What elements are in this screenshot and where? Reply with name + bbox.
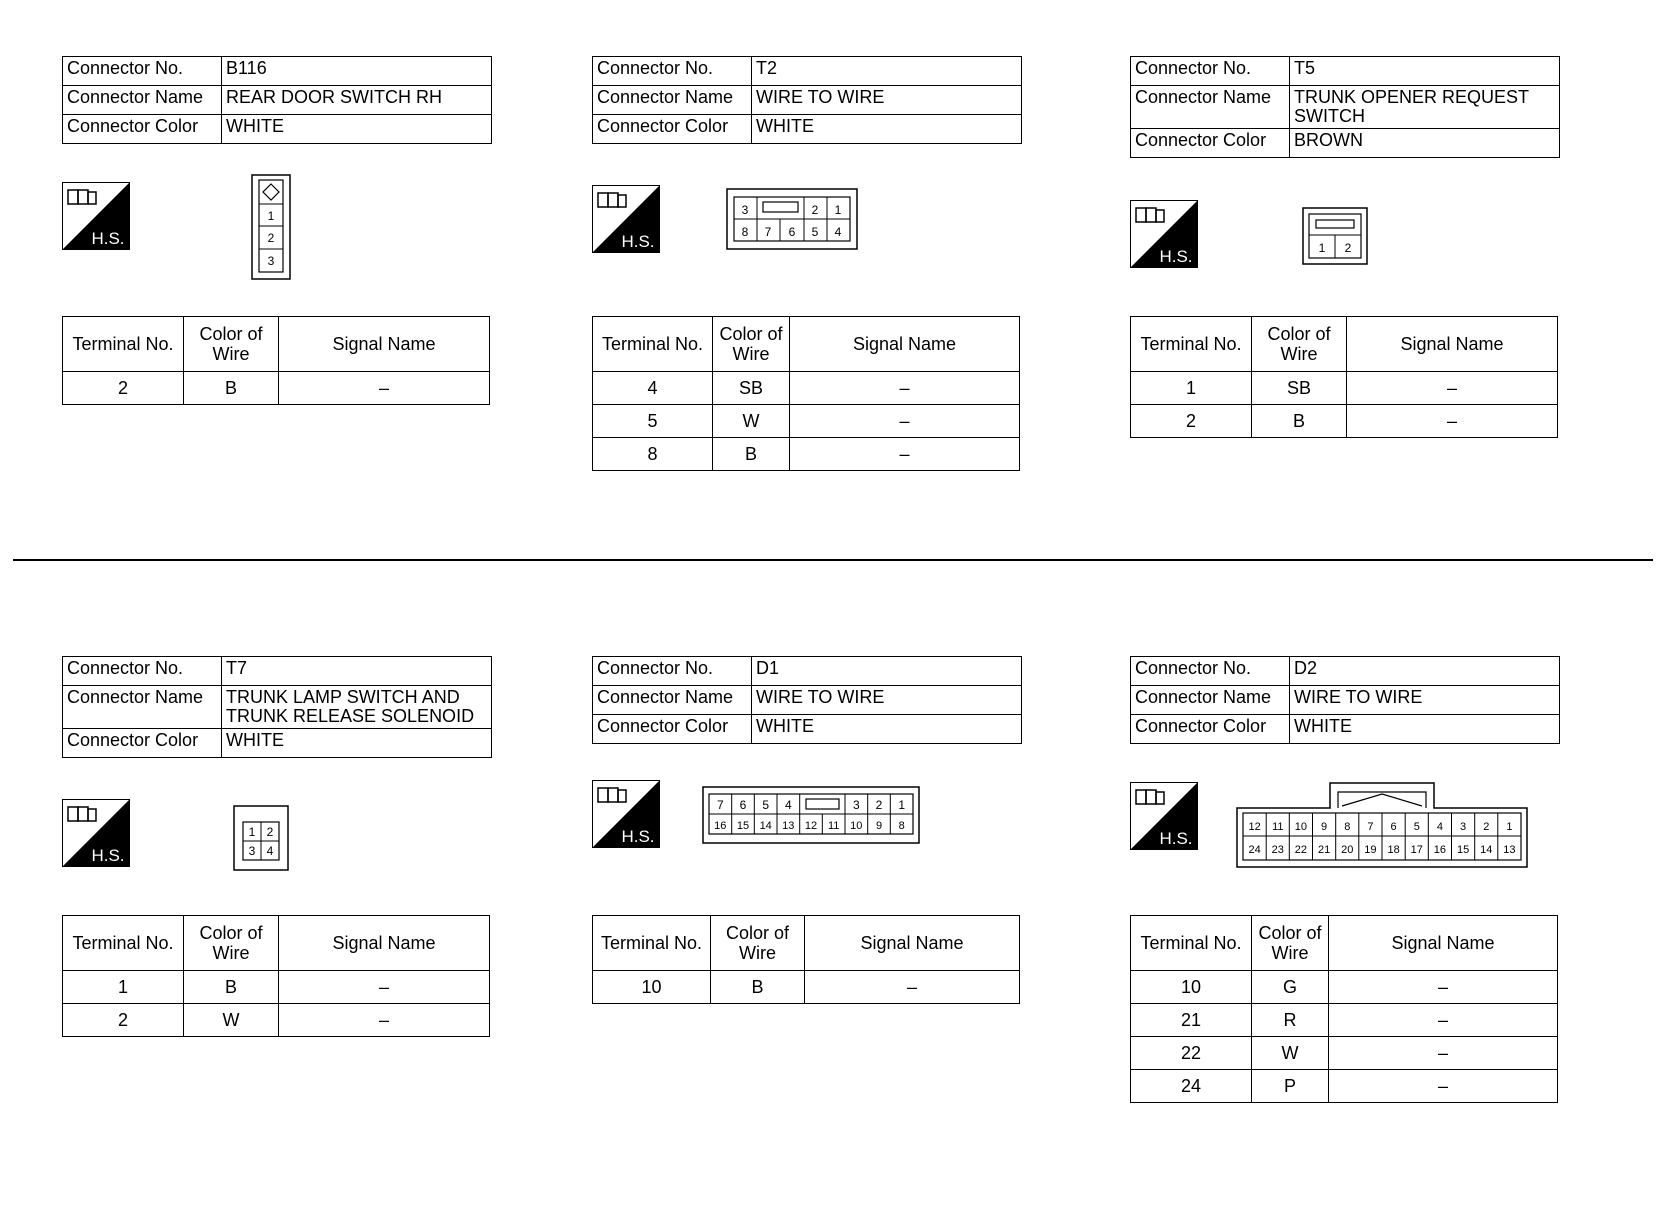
pin-label: 3 — [741, 203, 749, 217]
harness-side-icon — [62, 799, 130, 867]
connector-name-value: WIRE TO WIRE — [1290, 686, 1560, 715]
connector-no-label: Connector No. — [593, 657, 752, 686]
table-row — [63, 372, 490, 405]
terminal-no: 21 — [1131, 1004, 1252, 1037]
table-row — [593, 971, 1020, 1004]
section-divider — [13, 559, 1653, 561]
signal-name: – — [279, 1004, 490, 1037]
pin-label: 23 — [1271, 844, 1284, 856]
pin-label: 9 — [1321, 821, 1328, 833]
pin-label: 8 — [1344, 821, 1351, 833]
connector-info-table — [592, 56, 1022, 144]
terminal-table-t7 — [62, 915, 490, 1037]
terminal-no: 24 — [1131, 1070, 1252, 1103]
signal-name-header: Signal Name — [1329, 916, 1558, 971]
connector-no-value: D1 — [752, 657, 1022, 686]
connector-t7-face — [233, 805, 289, 871]
table-row — [1131, 971, 1558, 1004]
pin-label: 3 — [1460, 821, 1467, 833]
connector-no-label: Connector No. — [1131, 57, 1290, 86]
connector-t2-info — [592, 56, 1022, 144]
hs-label: H.S. — [621, 232, 655, 251]
signal-name: – — [790, 438, 1020, 471]
connector-color-label: Connector Color — [593, 715, 752, 744]
connector-d2-info — [1130, 656, 1560, 744]
connector-t5-face — [1302, 207, 1368, 265]
terminal-no: 8 — [593, 438, 713, 471]
terminal-no-header: Terminal No. — [1131, 916, 1252, 971]
wire-color: B — [713, 438, 790, 471]
pin-label: 4 — [1436, 821, 1443, 833]
pin-label: 6 — [788, 225, 796, 239]
wire-color: G — [1252, 971, 1329, 1004]
signal-name: – — [1329, 1070, 1558, 1103]
signal-name: – — [1347, 372, 1558, 405]
signal-name-header: Signal Name — [790, 317, 1020, 372]
hs-label: H.S. — [1159, 247, 1193, 266]
pin-label: 11 — [1272, 821, 1284, 833]
terminal-no-header: Terminal No. — [593, 916, 711, 971]
wire-color: SB — [1252, 372, 1347, 405]
table-row — [63, 1004, 490, 1037]
table-row — [1131, 1004, 1558, 1037]
table-row — [593, 372, 1020, 405]
terminal-no-header: Terminal No. — [1131, 317, 1252, 372]
connector-no-label: Connector No. — [63, 57, 222, 86]
wire-color: B — [1252, 405, 1347, 438]
pin-label: 13 — [1503, 844, 1516, 856]
connector-name-value: WIRE TO WIRE — [752, 686, 1022, 715]
pin-label: 4 — [834, 225, 842, 239]
terminal-no: 22 — [1131, 1037, 1252, 1070]
connector-color-value: WHITE — [222, 115, 492, 144]
connector-name-value: WIRE TO WIRE — [752, 86, 1022, 115]
table-row — [1131, 1070, 1558, 1103]
connector-no-label: Connector No. — [593, 57, 752, 86]
table-row — [1131, 1037, 1558, 1070]
wire-color: B — [711, 971, 805, 1004]
signal-name: – — [279, 372, 490, 405]
harness-side-icon — [1130, 782, 1198, 850]
connector-color-value: WHITE — [222, 729, 492, 758]
connector-color-value: BROWN — [1290, 129, 1560, 158]
pin-label: 1 — [898, 798, 906, 812]
connector-name-value: TRUNK OPENER REQUEST SWITCH — [1290, 86, 1560, 129]
pin-label: 2 — [811, 203, 819, 217]
connector-name-label: Connector Name — [1131, 686, 1290, 715]
pin-label: 4 — [266, 844, 274, 858]
terminal-no: 5 — [593, 405, 713, 438]
table-row — [63, 971, 490, 1004]
pin-label: 6 — [739, 798, 747, 812]
connector-color-label: Connector Color — [63, 729, 222, 758]
pin-label: 4 — [784, 798, 792, 812]
connector-d2-face — [1236, 782, 1528, 868]
pin-label: 2 — [875, 798, 883, 812]
pin-label: 10 — [850, 820, 863, 832]
pin-label: 19 — [1364, 844, 1377, 856]
connector-color-value: WHITE — [752, 115, 1022, 144]
terminal-no: 2 — [1131, 405, 1252, 438]
color-of-wire-header: Color of Wire — [711, 916, 805, 971]
table-row — [1131, 372, 1558, 405]
wire-color: SB — [713, 372, 790, 405]
connector-color-label: Connector Color — [593, 115, 752, 144]
connector-t7-info — [62, 656, 492, 758]
connector-b116-face — [251, 174, 291, 280]
signal-name-header: Signal Name — [1347, 317, 1558, 372]
pin-label: 1 — [267, 209, 275, 223]
table-row — [593, 405, 1020, 438]
connector-color-label: Connector Color — [1131, 715, 1290, 744]
connector-no-value: D2 — [1290, 657, 1560, 686]
pin-label: 2 — [1344, 241, 1352, 255]
connector-d1-info — [592, 656, 1022, 744]
connector-name-label: Connector Name — [63, 686, 222, 729]
connector-no-label: Connector No. — [1131, 657, 1290, 686]
connector-info-table — [62, 56, 492, 144]
hs-label: H.S. — [91, 229, 125, 248]
harness-side-icon — [62, 182, 130, 250]
harness-side-icon — [1130, 200, 1198, 268]
pin-label: 1 — [248, 825, 256, 839]
pin-label: 17 — [1410, 844, 1423, 856]
terminal-no-header: Terminal No. — [63, 317, 184, 372]
pin-label: 15 — [736, 820, 750, 832]
signal-name: – — [790, 372, 1020, 405]
pin-label: 7 — [764, 225, 772, 239]
pin-label: 8 — [898, 820, 905, 832]
pin-label: 16 — [714, 820, 727, 832]
pin-label: 7 — [1367, 821, 1374, 833]
connector-d1-face — [702, 786, 920, 844]
harness-side-icon — [592, 185, 660, 253]
pin-label: 20 — [1341, 844, 1354, 856]
terminal-table-d2 — [1130, 915, 1558, 1103]
color-of-wire-header: Color of Wire — [1252, 317, 1347, 372]
pin-label: 3 — [248, 844, 256, 858]
pin-label: 14 — [1480, 844, 1493, 856]
pin-label: 5 — [811, 225, 819, 239]
connector-info-table — [1130, 56, 1560, 158]
pin-label: 1 — [1318, 241, 1326, 255]
connector-info-table — [1130, 656, 1560, 744]
pin-label: 22 — [1294, 844, 1308, 856]
signal-name: – — [805, 971, 1020, 1004]
wire-color: B — [184, 372, 279, 405]
table-row — [1131, 405, 1558, 438]
connector-b116-info — [62, 56, 492, 144]
pin-label: 2 — [1483, 821, 1490, 833]
connector-no-value: T7 — [222, 657, 492, 686]
hs-label: H.S. — [621, 827, 655, 846]
pin-label: 12 — [804, 820, 818, 832]
terminal-no: 10 — [593, 971, 711, 1004]
connector-name-label: Connector Name — [593, 86, 752, 115]
table-row — [593, 438, 1020, 471]
connector-no-value: T2 — [752, 57, 1022, 86]
connector-color-label: Connector Color — [63, 115, 222, 144]
signal-name: – — [1347, 405, 1558, 438]
terminal-table-b116 — [62, 316, 490, 405]
wire-color: R — [1252, 1004, 1329, 1037]
signal-name: – — [1329, 1004, 1558, 1037]
connector-info-table — [592, 656, 1022, 744]
harness-side-icon — [592, 780, 660, 848]
hs-label: H.S. — [91, 846, 125, 865]
pin-label: 11 — [827, 820, 840, 832]
pin-label: 15 — [1456, 844, 1470, 856]
pin-label: 16 — [1433, 844, 1447, 856]
pin-label: 9 — [875, 820, 883, 832]
connector-name-value: REAR DOOR SWITCH RH — [222, 86, 492, 115]
connector-t5-info — [1130, 56, 1560, 158]
signal-name: – — [790, 405, 1020, 438]
connector-no-value: B116 — [222, 57, 492, 86]
connector-name-label: Connector Name — [63, 86, 222, 115]
pin-label: 18 — [1387, 844, 1400, 856]
color-of-wire-header: Color of Wire — [1252, 916, 1329, 971]
pin-label: 1 — [834, 203, 842, 217]
terminal-no-header: Terminal No. — [593, 317, 713, 372]
terminal-table-t5 — [1130, 316, 1558, 438]
connector-t2-face — [726, 188, 858, 250]
pin-label: 3 — [852, 798, 860, 812]
connector-name-label: Connector Name — [593, 686, 752, 715]
terminal-no: 1 — [1131, 372, 1252, 405]
terminal-no: 1 — [63, 971, 184, 1004]
signal-name-header: Signal Name — [279, 916, 490, 971]
connector-info-table — [62, 656, 492, 758]
connector-color-label: Connector Color — [1131, 129, 1290, 158]
pin-label: 6 — [1390, 821, 1397, 833]
pin-label: 24 — [1248, 844, 1261, 856]
pin-label: 13 — [782, 820, 795, 832]
pin-label: 5 — [762, 798, 770, 812]
pin-label: 2 — [266, 825, 274, 839]
signal-name: – — [1329, 971, 1558, 1004]
hs-label: H.S. — [1159, 829, 1193, 848]
connector-name-label: Connector Name — [1131, 86, 1290, 129]
color-of-wire-header: Color of Wire — [184, 317, 279, 372]
signal-name: – — [279, 971, 490, 1004]
connector-color-value: WHITE — [752, 715, 1022, 744]
terminal-no-header: Terminal No. — [63, 916, 184, 971]
signal-name-header: Signal Name — [805, 916, 1020, 971]
terminal-table-t2 — [592, 316, 1020, 471]
pin-label: 8 — [741, 225, 749, 239]
pin-label: 12 — [1248, 821, 1261, 833]
terminal-no: 4 — [593, 372, 713, 405]
color-of-wire-header: Color of Wire — [713, 317, 790, 372]
color-of-wire-header: Color of Wire — [184, 916, 279, 971]
terminal-no: 2 — [63, 372, 184, 405]
signal-name-header: Signal Name — [279, 317, 490, 372]
wire-color: B — [184, 971, 279, 1004]
connector-color-value: WHITE — [1290, 715, 1560, 744]
signal-name: – — [1329, 1037, 1558, 1070]
wire-color: W — [713, 405, 790, 438]
pin-label: 2 — [267, 231, 275, 245]
connector-no-value: T5 — [1290, 57, 1560, 86]
pin-label: 10 — [1294, 821, 1308, 833]
pin-label: 21 — [1317, 844, 1331, 856]
terminal-no: 10 — [1131, 971, 1252, 1004]
pin-label: 7 — [716, 798, 724, 812]
terminal-table-d1 — [592, 915, 1020, 1004]
terminal-no: 2 — [63, 1004, 184, 1037]
pin-label: 14 — [759, 820, 772, 832]
pin-label: 1 — [1506, 821, 1513, 833]
wire-color: P — [1252, 1070, 1329, 1103]
connector-name-value: TRUNK LAMP SWITCH AND TRUNK RELEASE SOLENOID — [222, 686, 492, 729]
wire-color: W — [184, 1004, 279, 1037]
connector-no-label: Connector No. — [63, 657, 222, 686]
pin-label: 5 — [1413, 821, 1420, 833]
pin-label: 3 — [267, 254, 275, 268]
wire-color: W — [1252, 1037, 1329, 1070]
